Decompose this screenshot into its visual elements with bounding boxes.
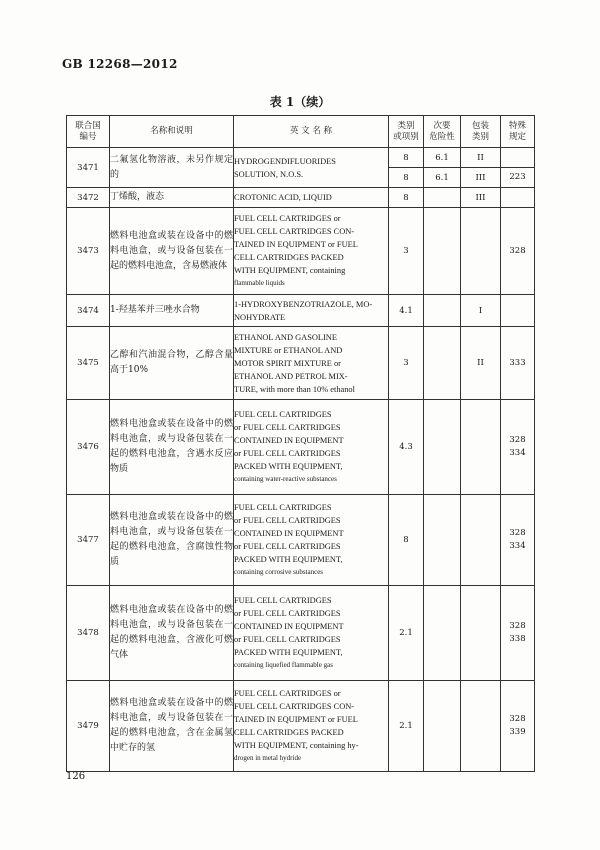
name-cn: 燃料电池盒或装在设备中的燃料电池盒，或与设备包装在一起的燃料电池盒，含在金属氢中贮存的氢 — [110, 681, 234, 772]
packing-group: III — [461, 168, 501, 188]
col-header-subsidiary-risk: 次要 危险性 — [424, 116, 461, 148]
packing-group — [461, 400, 501, 495]
table-row — [67, 208, 535, 295]
un-number: 3473 — [67, 208, 110, 295]
un-number: 3472 — [67, 188, 110, 208]
name-cn: 燃料电池盒或装在设备中的燃料电池盒，或与设备包装在一起的燃料电池盒，含液化可燃气体 — [110, 586, 234, 681]
name-cn: 1-羟基苯并三唑水合物 — [110, 295, 234, 327]
name-cn: 二氟氢化物溶液，未另作规定的 — [110, 148, 234, 188]
un-number: 3474 — [67, 295, 110, 327]
class: 2.1 — [389, 586, 424, 681]
table-caption: 表 1（续） — [269, 95, 331, 109]
name-en: FUEL CELL CARTRIDGES or FUEL CELL CARTRIDGES CON- TAINED IN EQUIPMENT or FUEL CELL CARTRIDGES PACKED WITH EQUIPMENT, containing flammable liquids — [234, 208, 389, 295]
name-en: 1-HYDROXYBENZOTRIAZOLE, MO- NOHYDRATE — [234, 295, 389, 327]
name-cn: 燃料电池盒或装在设备中的燃料电池盒，或与设备包装在一起的燃料电池盒，含易燃液体 — [110, 208, 234, 295]
special-provisions: 223 — [501, 168, 535, 188]
special-provisions — [501, 188, 535, 208]
un-number: 3475 — [67, 327, 110, 400]
col-header-name-en: 英 文 名 称 — [234, 116, 389, 148]
class: 3 — [389, 327, 424, 400]
special-provisions: 328 334 — [501, 400, 535, 495]
name-cn: 燃料电池盒或装在设备中的燃料电池盒，或与设备包装在一起的燃料电池盒，含遇水反应物质 — [110, 400, 234, 495]
name-cn: 乙醇和汽油混合物，乙醇含量高于10% — [110, 327, 234, 400]
class: 4.1 — [389, 295, 424, 327]
name-en: CROTONIC ACID, LIQUID — [234, 188, 389, 208]
table-row — [67, 148, 535, 168]
class: 8 — [389, 168, 424, 188]
subsidiary-risk — [424, 208, 461, 295]
page-number: 126 — [66, 771, 86, 782]
subsidiary-risk — [424, 681, 461, 772]
document-code: GB 12268—2012 — [62, 57, 178, 71]
special-provisions: 333 — [501, 327, 535, 400]
name-en: FUEL CELL CARTRIDGES or FUEL CELL CARTRIDGES CONTAINED IN EQUIPMENT or FUEL CELL CARTRIDGES PACKED WITH EQUIPMENT, containing water-reactive substances — [234, 400, 389, 495]
table-row — [67, 188, 535, 208]
col-header-class: 类别 或项别 — [389, 116, 424, 148]
col-header-special-provisions: 特殊 规定 — [501, 116, 535, 148]
packing-group — [461, 681, 501, 772]
un-number: 3477 — [67, 495, 110, 586]
table-row — [67, 400, 535, 495]
packing-group: II — [461, 148, 501, 168]
class: 8 — [389, 188, 424, 208]
special-provisions: 328 334 — [501, 495, 535, 586]
name-en: FUEL CELL CARTRIDGES or FUEL CELL CARTRIDGES CONTAINED IN EQUIPMENT or FUEL CELL CARTRIDGES PACKED WITH EQUIPMENT, containing liquefied flammable gas — [234, 586, 389, 681]
subsidiary-risk — [424, 586, 461, 681]
name-en: FUEL CELL CARTRIDGES or FUEL CELL CARTRIDGES CON- TAINED IN EQUIPMENT or FUEL CELL CARTRIDGES PACKED WITH EQUIPMENT, containing hy- drogen in metal hydride — [234, 681, 389, 772]
packing-group — [461, 495, 501, 586]
subsidiary-risk — [424, 295, 461, 327]
col-header-un-number: 联合国 编号 — [67, 116, 110, 148]
table-row — [67, 586, 535, 681]
subsidiary-risk — [424, 188, 461, 208]
table-row — [67, 495, 535, 586]
subsidiary-risk — [424, 327, 461, 400]
special-provisions — [501, 148, 535, 168]
subsidiary-risk: 6.1 — [424, 148, 461, 168]
subsidiary-risk: 6.1 — [424, 168, 461, 188]
packing-group: II — [461, 327, 501, 400]
class: 2.1 — [389, 681, 424, 772]
subsidiary-risk — [424, 400, 461, 495]
class: 3 — [389, 208, 424, 295]
packing-group — [461, 208, 501, 295]
un-number: 3476 — [67, 400, 110, 495]
table-header-row — [67, 116, 535, 148]
special-provisions — [501, 295, 535, 327]
class: 8 — [389, 495, 424, 586]
name-en: ETHANOL AND GASOLINE MIXTURE or ETHANOL AND MOTOR SPIRIT MIXTURE or ETHANOL AND PETROL MIX- TURE, with more than 10% ethanol — [234, 327, 389, 400]
table-row — [67, 295, 535, 327]
name-en: HYDROGENDIFLUORIDES SOLUTION, N.O.S. — [234, 148, 389, 188]
col-header-name-cn: 名称和说明 — [110, 116, 234, 148]
name-cn: 丁烯酸，液态 — [110, 188, 234, 208]
subsidiary-risk — [424, 495, 461, 586]
class: 4.3 — [389, 400, 424, 495]
col-header-packing-group: 包装 类别 — [461, 116, 501, 148]
packing-group — [461, 586, 501, 681]
table-row — [67, 327, 535, 400]
un-number: 3478 — [67, 586, 110, 681]
name-cn: 燃料电池盒或装在设备中的燃料电池盒，或与设备包装在一起的燃料电池盒，含腐蚀性物质 — [110, 495, 234, 586]
packing-group: III — [461, 188, 501, 208]
un-number: 3479 — [67, 681, 110, 772]
class: 8 — [389, 148, 424, 168]
un-number: 3471 — [67, 148, 110, 188]
special-provisions: 328 339 — [501, 681, 535, 772]
packing-group: I — [461, 295, 501, 327]
special-provisions: 328 — [501, 208, 535, 295]
dangerous-goods-table — [66, 115, 535, 772]
special-provisions: 328 338 — [501, 586, 535, 681]
table-row — [67, 681, 535, 772]
name-en: FUEL CELL CARTRIDGES or FUEL CELL CARTRIDGES CONTAINED IN EQUIPMENT or FUEL CELL CARTRIDGES PACKED WITH EQUIPMENT, containing corrosive substances — [234, 495, 389, 586]
